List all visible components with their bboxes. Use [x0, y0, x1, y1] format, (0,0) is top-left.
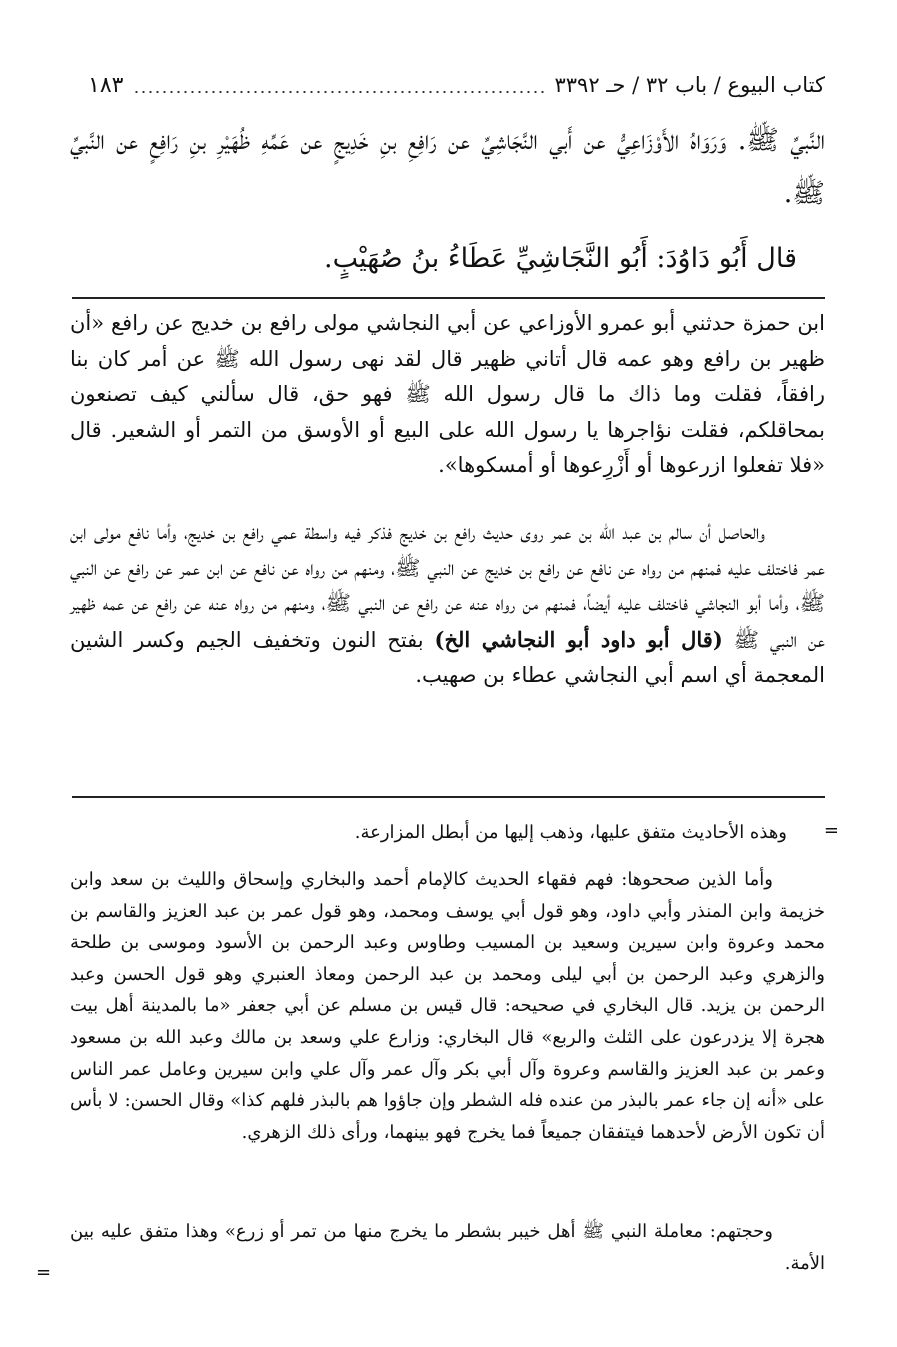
- matn-text: النَّبيِّ ﷺ. وَرَوَاهُ الأَوْزَاعِيُّ عن أَبي النَّجَاشِيِّ عن رَافِعِ بنِ خَدِيجٍ عن عَمِّهِ ظُهَيْرِ بنِ رَافِعٍ عن النَّبيِّ ﷺ.: [70, 125, 825, 209]
- sharh-paragraph-1: ابن حمزة حدثني أبو عمرو الأوزاعي عن أبي النجاشي مولى رافع بن خديج عن رافع «أن ظهير بن رافع وهو عمه قال أتاني ظهير قال لقد نهى رسول الله ﷺ عن أمر كان بنا رافقاً، فقلت وما ذاك ما قال رسول الله ﷺ فهو حق، قال سألني كيف تصنعون بمحاقلكم، فقلت نؤاجرها يا رسول الله على البيع أو الأوسق من التمر أو الشعير. قال «فلا تفعلوا ازرعوها أو أَزْرِعوها أو أمسكوها».: [70, 311, 825, 477]
- running-title: كتاب البيوع / باب ٣٢ / حـ ٣٣٩٢: [554, 73, 825, 97]
- footnote-divider: [72, 796, 825, 798]
- sharh-bold-lemma: (قال أبو داود أبو النجاشي الخ): [434, 626, 723, 652]
- matn-abu-dawud-note: قال أَبُو دَاوُدَ: أَبُو النَّجَاشِيِّ عَطَاءُ بنُ صُهَيْبٍ.: [324, 243, 797, 274]
- header-dotted-leader: [133, 90, 544, 94]
- continuation-mark-top: =: [823, 820, 839, 841]
- footnote-paragraph-2: وأما الذين صححوها: فهم فقهاء الحديث كالإمام أحمد والبخاري وإسحاق والليث بن سعد وابن خزيمة وابن المنذر وأبي داود، وهو قول أبي يوسف ومحمد، وهو قول عمر بن عبد العزيز والقاسم بن محمد وعروة وابن سيرين وسعيد بن المسيب وطاوس وعبد الرحمن بن الأسود وموسى بن طلحة والزهري وعبد الرحمن بن أبي ليلى ومحمد بن عبد الرحمن ومعاذ العنبري وهو قول الحسن وعبد الرحمن بن يزيد. قال البخاري في صحيحه: قال قيس بن مسلم عن أبي جعفر «ما بالمدينة أهل بيت هجرة إلا يزدرعون على الثلث والربع» قال البخاري: وزارع علي وسعد بن مالك وعبد الله بن مسعود وعمر بن عبد العزيز والقاسم وعروة وآل أبي بكر وآل عمر وآل علي وابن سيرين وعامل عمر الناس على «أنه إن جاء عمر بالبذر من عنده فله الشطر وإن جاؤوا هم بالبذر فلهم كذا» وقال الحسن: لا بأس أن تكون الأرض لأحدهما فيتفقان جميعاً فما يخرج فهو بينهما، ورأى ذلك الزهري.: [70, 869, 825, 1143]
- page-number: ١٨٣: [88, 72, 124, 98]
- footnote-paragraph-3: وحجتهم: معاملة النبي ﷺ أهل خيبر بشطر ما يخرج منها من تمر أو زرع» وهذا متفق عليه بين الأمة.: [70, 1221, 825, 1274]
- continuation-mark-bottom: =: [36, 1262, 52, 1283]
- sharh-paragraph-2-end: بفتح النون وتخفيف الجيم وكسر الشين المعجمة أي اسم أبي النجاشي عطاء بن صهيب.: [70, 627, 825, 687]
- matn-divider: [72, 297, 825, 299]
- sharh-paragraph-2: [70, 515, 825, 694]
- sharh-paragraph-2-text: والحاصل أن سالم بن عبد الله بن عمر روى حديث رافع بن خديج فذكر فيه واسطة عمي رافع بن خديج، وأما نافع مولى ابن عمر فاختلف عليه فمنهم من رواه عن نافع عن رافع بن خديج عن النبي ﷺ، ومنهم من رواه عن نافع عن ابن عمر عن رافع عن النبي ﷺ، وأما أبو النجاشي فاختلف عليه أيضاً، فمنهم من رواه عنه عن رافع عن النبي ﷺ، ومنهم من رواه عنه عن رافع عن عمه ظهير عن النبي ﷺ: [70, 520, 825, 652]
- footnote-paragraph-1: وهذه الأحاديث متفق عليها، وذهب إليها من أبطل المزارعة.: [354, 822, 787, 843]
- page-header: [88, 68, 825, 102]
